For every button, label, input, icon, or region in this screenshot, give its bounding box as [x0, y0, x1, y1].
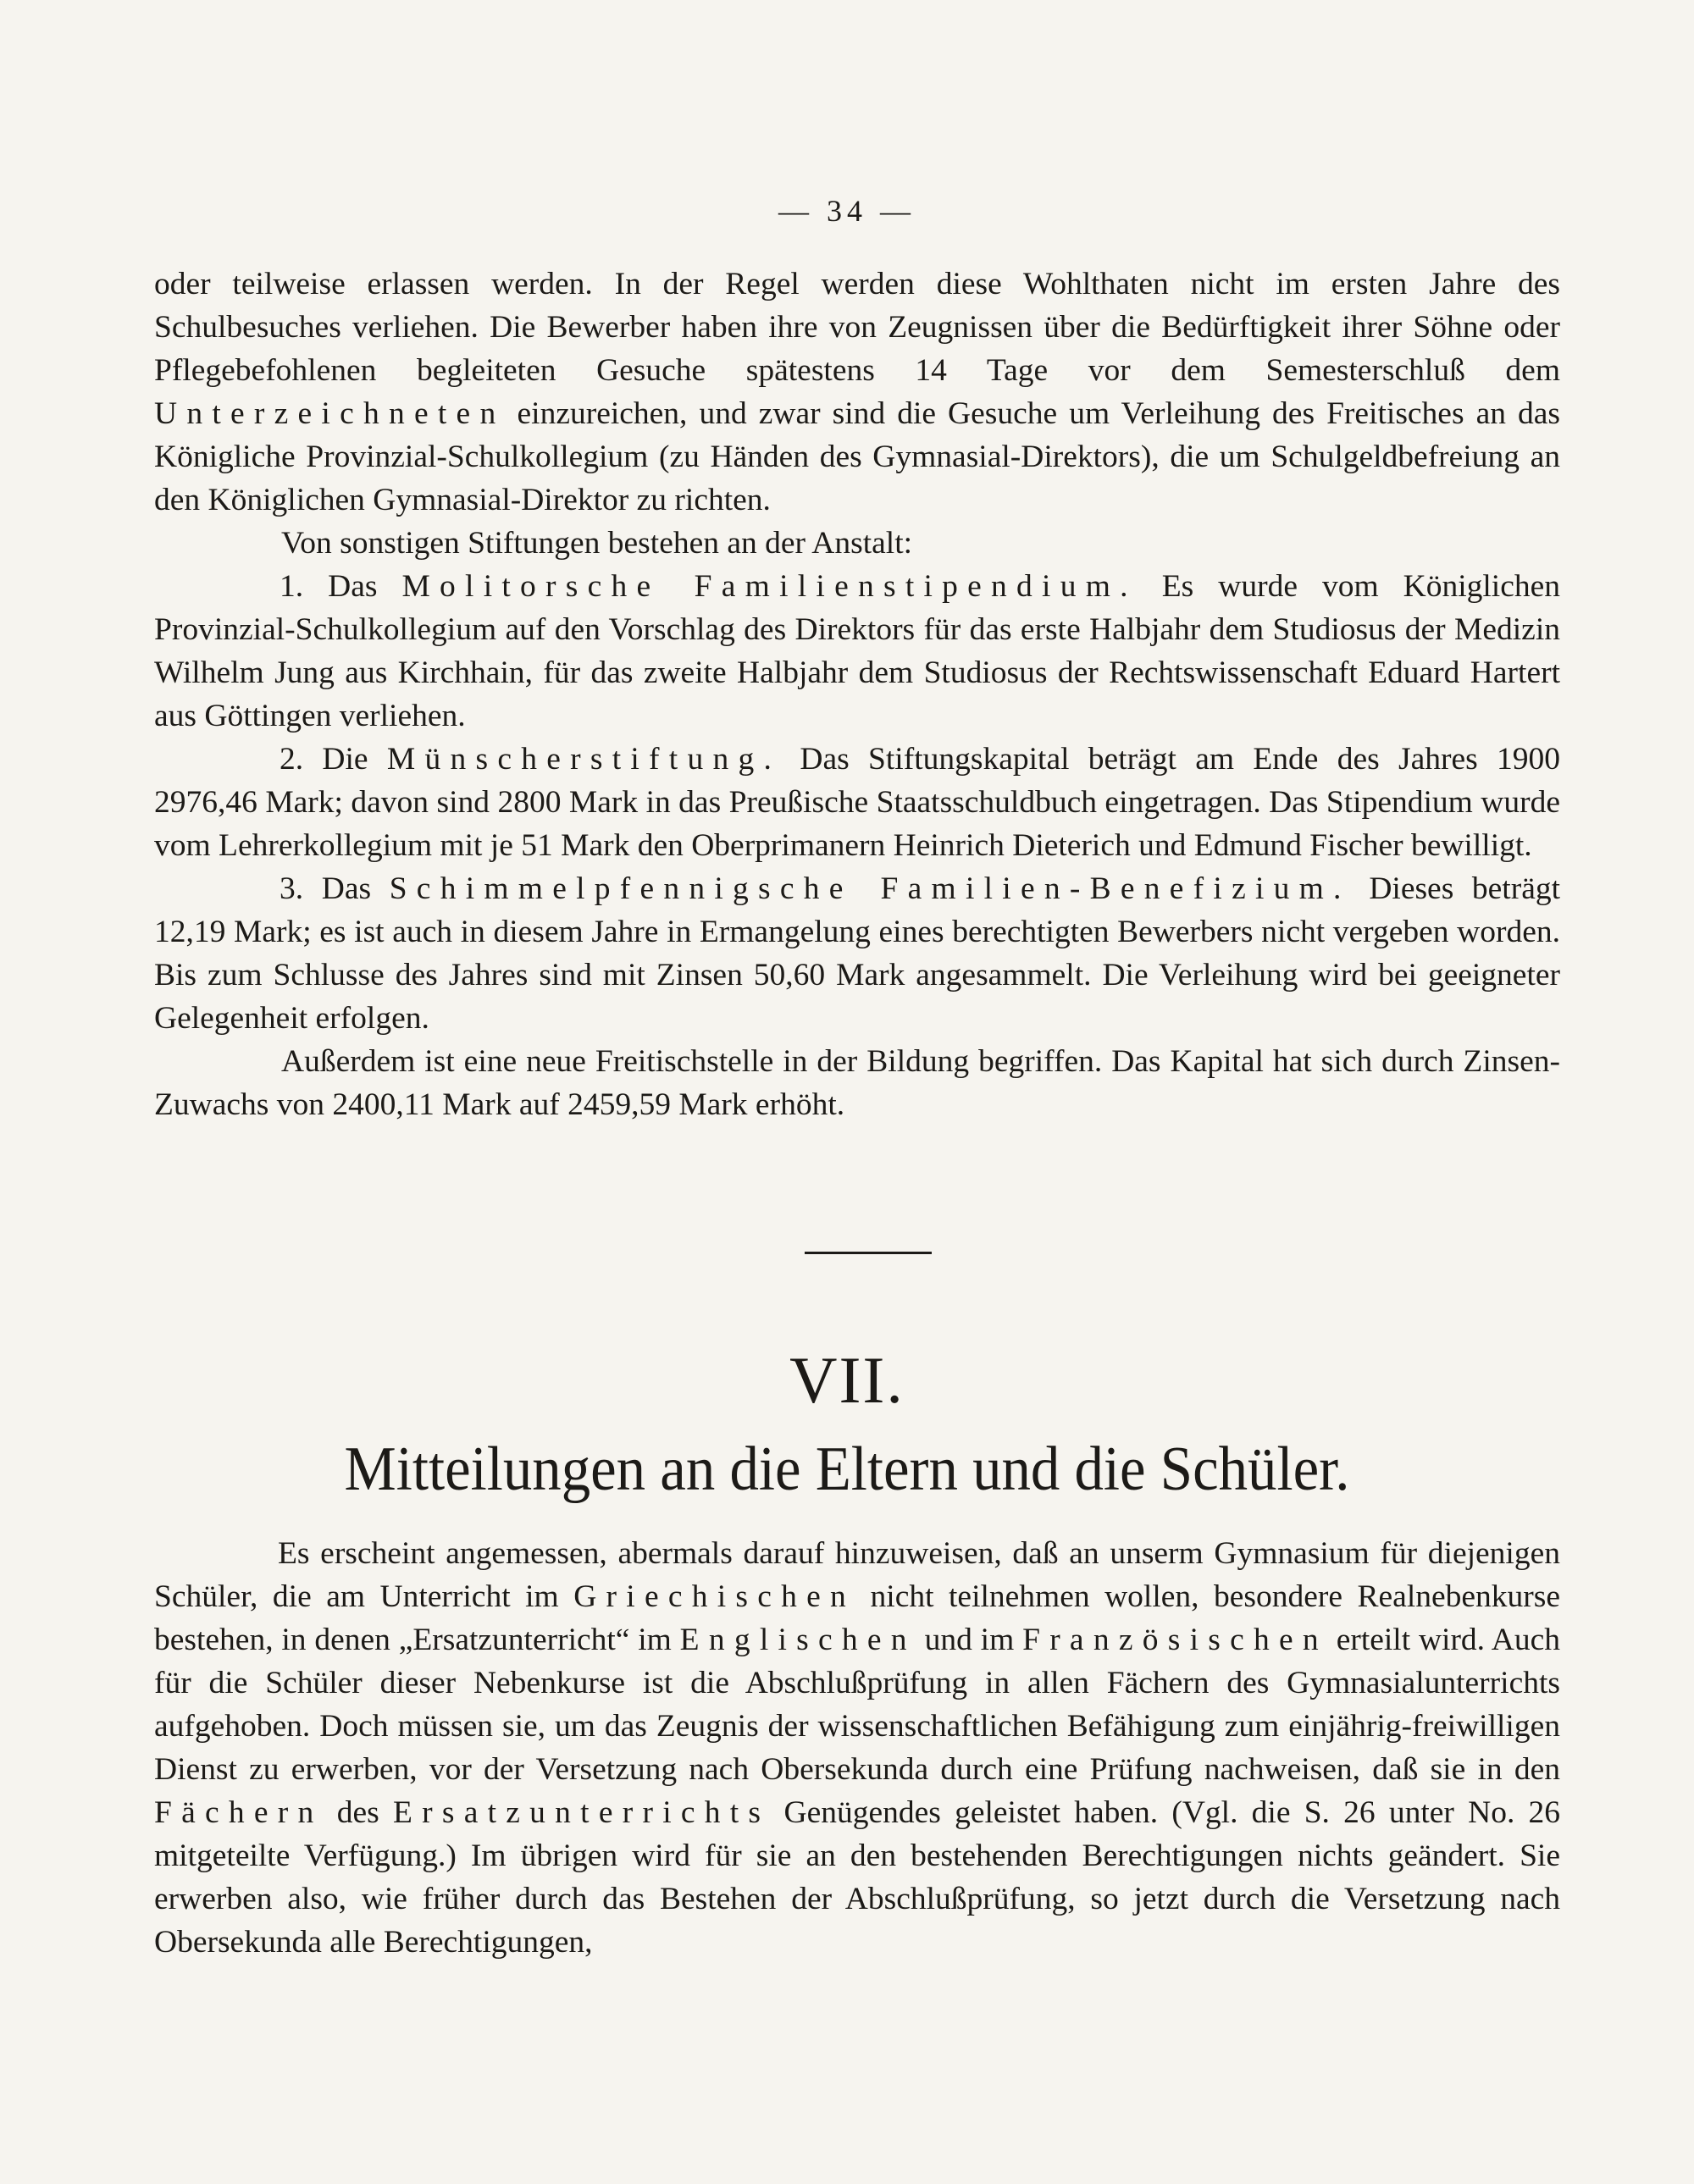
spaced-term: Molitorsche Familienstipendium. — [401, 569, 1138, 604]
text-run: einzureichen, und zwar sind die Gesuche um Verleihung des Freitisches an das Königliche Provinzial-Schulkollegium (zu Händen des Gymnasial-Direktors), die um Schulgeldbefreiung an den Königlichen Gymnasial-Direktor zu richten. — [154, 396, 1560, 517]
spaced-term: Schimmelpfennigsche Familien-Benefizium. — [389, 871, 1351, 906]
spaced-term: Griechischen — [573, 1579, 856, 1614]
text-run: Genügendes geleistet haben. (Vgl. die S. 26 unter No. 26 mitgeteilte Verfügung.) Im übrigen wird für sie an den bestehenden Berechtigungen nichts geändert. Sie erwerben also, wie früher durch das Bestehen der Abschlußprüfung, so jetzt durch die Versetzung nach Obersekunda alle Berechtigungen, — [154, 1795, 1561, 1960]
section-divider — [805, 1252, 932, 1254]
paragraph-ersatzunterricht — [154, 1532, 1560, 1964]
text-run: Dieses beträgt 12,19 Mark; es ist auch in diesem Jahre in Ermangelung eines berechtigten Bewerbers nicht vergeben worden. Bis zum Schlusse des Jahres sind mit Zinsen 50,60 Mark angesammelt. Die Verleihung wird bei geeigneter Gelegenheit erfolgen. — [154, 871, 1561, 1036]
section-number: VII. — [789, 1343, 905, 1417]
notices-section — [154, 1532, 1560, 1964]
foundations-section — [154, 263, 1560, 1126]
text-run: und im — [924, 1623, 1015, 1657]
page-number: — 34 — — [778, 194, 916, 228]
text-run: 3. Das — [280, 871, 372, 906]
paragraph-foundations-intro: Von sonstigen Stiftungen bestehen an der Anstalt: — [281, 526, 913, 561]
spaced-term: Fächern — [154, 1795, 324, 1830]
text-run: erteilt wird. Auch für die Schüler dieser Nebenkurse ist die Abschlußprüfung in allen Fächern des Gymnasialunterrichts aufgehoben. Doch müssen sie, um das Zeugnis der wissenschaftlichen Befähigung zum einjährig-freiwilligen Dienst zu erwerben, vor der Versetzung nach Obersekunda durch eine Prüfung nachweisen, daß sie in den — [154, 1623, 1561, 1787]
section-title: Mitteilungen an die Eltern und die Schüler. — [344, 1435, 1350, 1504]
spaced-term: Französischen — [1022, 1623, 1328, 1657]
text-run: Es wurde vom Königlichen Provinzial-Schulkollegium auf den Vorschlag des Direktors für das erste Halbjahr dem Studiosus der Medizin Wilhelm Jung aus Kirchhain, für das zweite Halbjahr dem Studiosus der Rechtswissenschaft Eduard Hartert aus Göttingen verliehen. — [154, 569, 1561, 733]
text-run: 1. Das — [280, 569, 378, 604]
text-run: nicht teilnehmen wollen, besondere Realnebenkurse bestehen, in denen „Ersatzunterricht“ im — [154, 1579, 1561, 1657]
text-run: oder teilweise erlassen werden. In der Regel werden diese Wohlthaten nicht im ersten Jahre des Schulbesuches verliehen. Die Bewerber haben ihre von Zeugnissen über die Bedürftigkeit ihrer Söhne oder Pflegebefohlenen begleiteten Gesuche spätestens 14 Tage vor dem Semesterschluß dem — [154, 267, 1560, 388]
text-run: des — [336, 1795, 379, 1830]
spaced-term: Unterzeichneten — [154, 396, 506, 431]
paragraph-tuition-waiver — [154, 263, 1560, 522]
spaced-term: Englischen — [679, 1623, 916, 1657]
paragraph-schimmelpfennig — [154, 867, 1560, 1040]
paragraph-muenscher — [154, 738, 1560, 867]
spaced-term: Münscherstiftung. — [386, 742, 782, 777]
paragraph-molitor — [154, 565, 1560, 738]
spaced-term: Ersatzunterrichts — [392, 1795, 771, 1830]
text-run: Das Stiftungskapital beträgt am Ende des Jahres 1900 2976,46 Mark; davon sind 2800 Mark in das Preußische Staatsschuldbuch eingetragen. Das Stipendium wurde vom Lehrerkollegium mit je 51 Mark den Oberprimanern Heinrich Dieterich und Edmund Fischer bewilligt. — [154, 742, 1560, 863]
text-run: 2. Die — [280, 742, 368, 777]
paragraph-freitisch: Außerdem ist eine neue Freitischstelle in der Bildung begriffen. Das Kapital hat sich durch Zinsen-Zuwachs von 2400,11 Mark auf 2459,59 Mark erhöht. — [154, 1044, 1560, 1122]
text-run: Es erscheint angemessen, abermals darauf hinzuweisen, daß an unserm Gymnasium für diejenigen Schüler, die am Unterricht im — [154, 1536, 1560, 1614]
